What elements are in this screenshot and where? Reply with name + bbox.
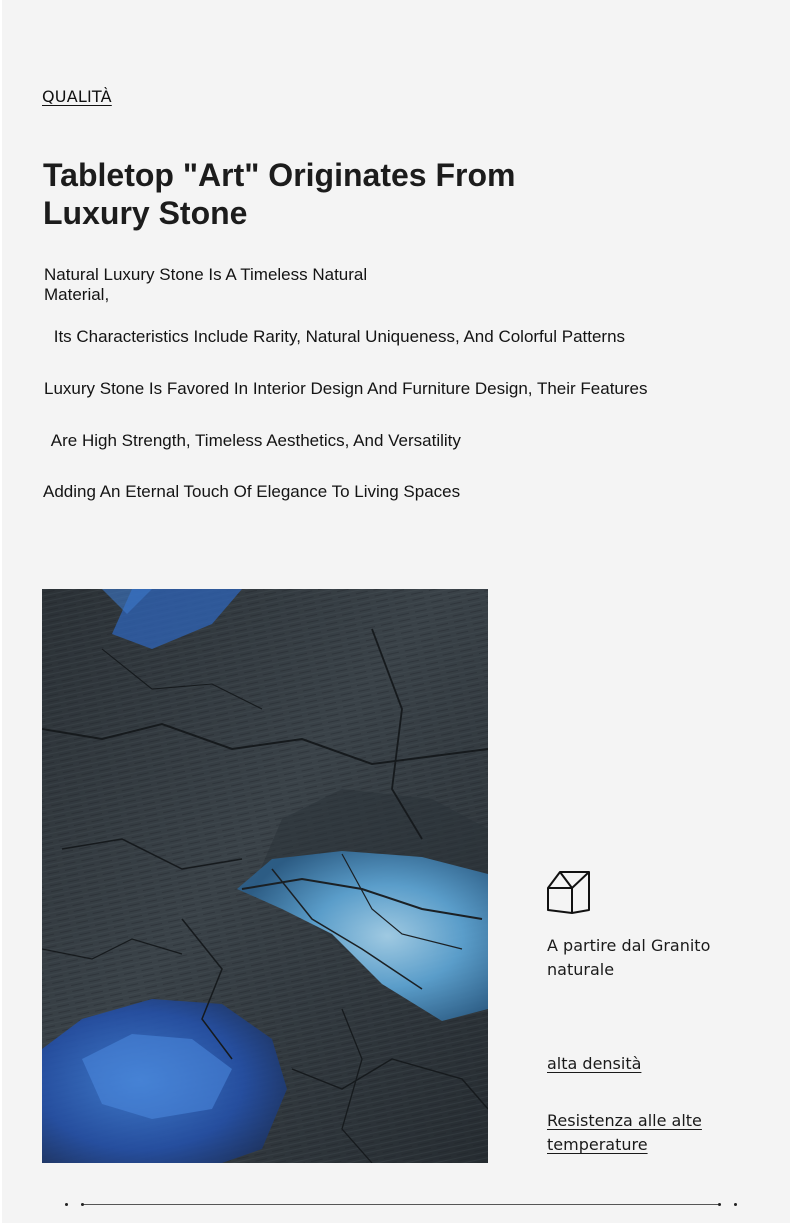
house-icon [546,868,592,916]
headline: Tabletop "Art" Originates From Luxury Stone [43,157,516,231]
paragraph-line: Are High Strength, Timeless Aesthetics, And Versatility [47,431,461,450]
divider-dot [718,1203,721,1206]
paragraph-line: Its Characteristics Include Rarity, Natural Uniqueness, And Colorful Patterns [49,327,626,346]
paragraph-line: Natural Luxury Stone Is A Timeless Natural Material, [44,265,368,304]
paragraph-line: Luxury Stone Is Favored In Interior Design And Furniture Design, Their Features [44,379,648,398]
paragraph-line: Adding An Eternal Touch Of Elegance To Living Spaces [43,482,461,501]
page [2,0,790,1223]
feature-granite: A partire dal Granito naturale [547,936,711,979]
divider-dot [81,1203,84,1206]
divider-line [81,1204,718,1205]
divider-dot [734,1203,737,1206]
feature-heat-resistance-link[interactable]: Resistenza alle alte temperature [547,1111,702,1154]
feature-density-link[interactable]: alta densità [547,1054,642,1073]
divider-dot [65,1203,68,1206]
stone-image [42,589,488,1163]
section-label[interactable]: QUALITÀ [42,87,112,106]
